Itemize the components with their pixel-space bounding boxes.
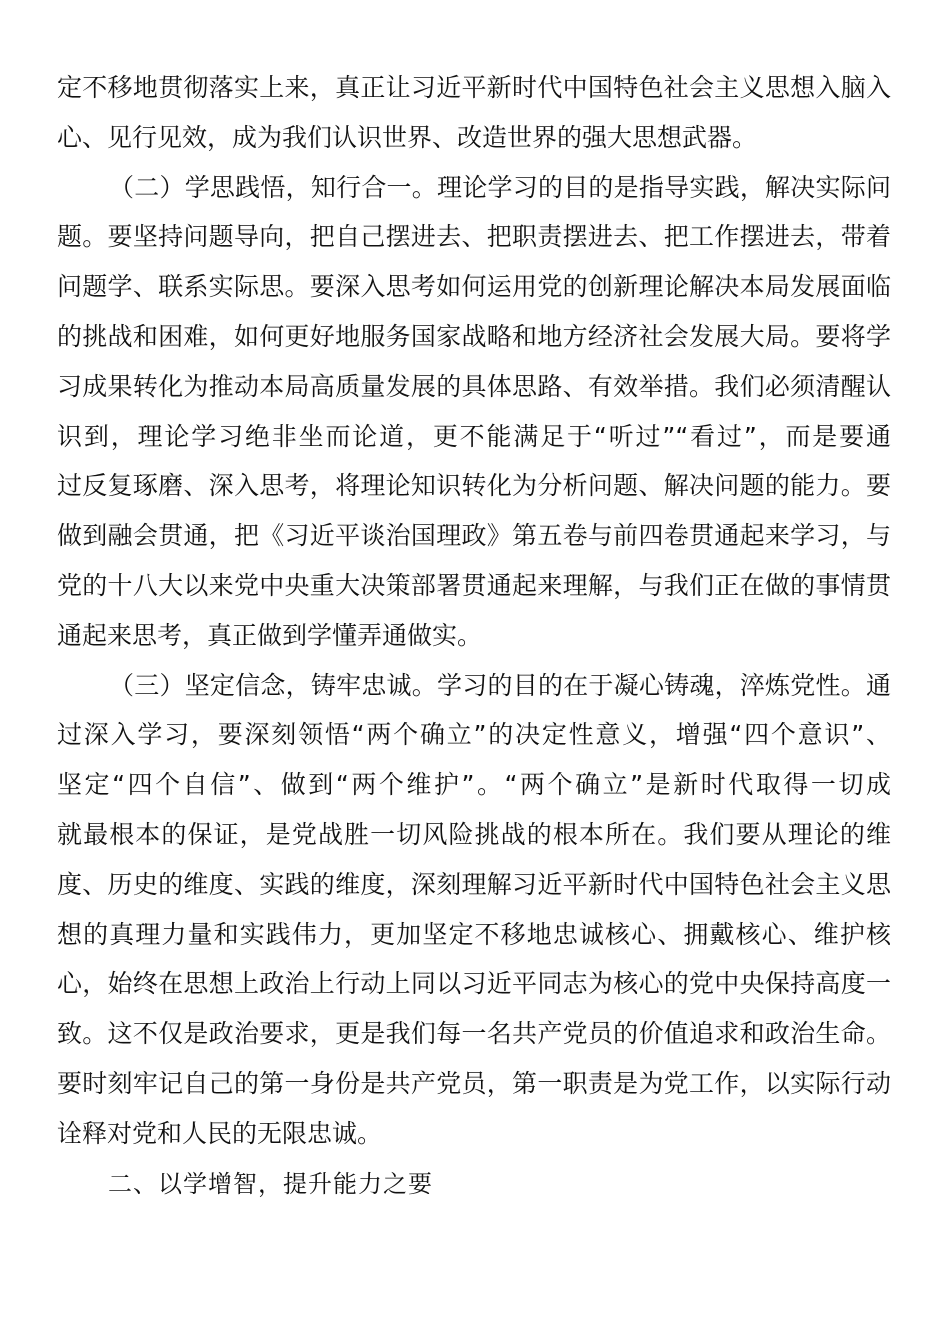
paragraph-line-first: （三）坚定信念，铸牢忠诚。学习的目的在于凝心铸魂，淬炼党性。通 [109,670,891,700]
paragraph-line: 过反复琢磨、深入思考，将理论知识转化为分析问题、解决问题的能力。要 [57,471,891,501]
paragraph-line: 问题学、联系实际思。要深入思考如何运用党的创新理论解决本局发展面临 [57,272,891,302]
paragraph-line: 过深入学习，要深刻领悟“两个确立”的决定性意义，增强“四个意识”、 [57,720,891,750]
paragraph-line: 坚定“四个自信”、做到“两个维护”。“两个确立”是新时代取得一切成 [57,770,891,800]
paragraph-line: 定不移地贯彻落实上来，真正让习近平新时代中国特色社会主义思想入脑入 [57,73,891,102]
paragraph-line: 通起来思考，真正做到学懂弄通做实。 [57,620,483,650]
paragraph-line: 诠释对党和人民的无限忠诚。 [57,1118,383,1148]
paragraph-line: 党的十八大以来党中央重大决策部署贯通起来理解，与我们正在做的事情贯 [57,570,891,600]
paragraph-line: 度、历史的维度、实践的维度，深刻理解习近平新时代中国特色社会主义思 [57,869,891,899]
paragraph-line: 识到，理论学习绝非坐而论道，更不能满足于“听过”“看过”，而是要通 [57,421,891,451]
paragraph-line: 就最根本的保证，是党战胜一切风险挑战的根本所在。我们要从理论的维 [57,819,891,849]
paragraph-line: 想的真理力量和实践伟力，更加坚定不移地忠诚核心、拥戴核心、维护核 [57,919,891,949]
paragraph-line: 要时刻牢记自己的第一身份是共产党员，第一职责是为党工作，以实际行动 [57,1068,891,1098]
paragraph-line: 心，始终在思想上政治上行动上同以习近平同志为核心的党中央保持高度一 [57,969,891,999]
paragraph-line: 做到融会贯通，把《习近平谈治国理政》第五卷与前四卷贯通起来学习，与 [57,521,891,551]
document-body [57,63,891,1159]
paragraph-line: 心、见行见效，成为我们认识世界、改造世界的强大思想武器。 [57,122,758,152]
paragraph-line: 致。这不仅是政治要求，更是我们每一名共产党员的价值追求和政治生命。 [57,1019,891,1049]
section-heading: 二、以学增智，提升能力之要 [108,1170,433,1198]
paragraph-line-first: （二）学思践悟，知行合一。理论学习的目的是指导实践，解决实际问 [109,172,891,202]
paragraph-line: 的挑战和困难，如何更好地服务国家战略和地方经济社会发展大局。要将学 [57,321,891,351]
paragraph-line: 习成果转化为推动本局高质量发展的具体思路、有效举措。我们必须清醒认 [57,371,891,401]
paragraph-line: 题。要坚持问题导向，把自己摆进去、把职责摆进去、把工作摆进去，带着 [57,222,891,252]
